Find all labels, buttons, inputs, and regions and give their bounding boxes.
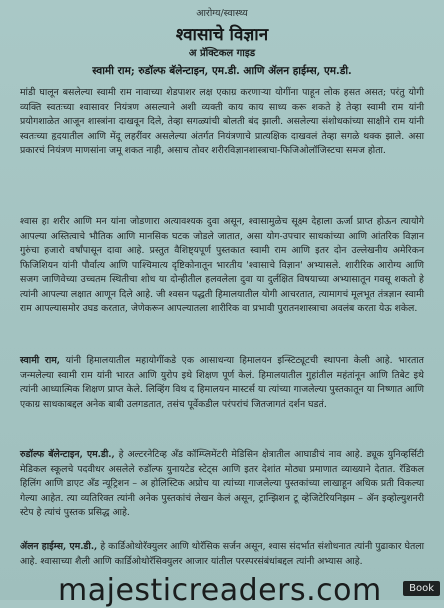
author-bio-text: हे अल्टरनेटिव्ह अँड कॉम्प्लिमेंटरी मेडिसिन क्षेत्रातील आघाडीचं नाव आहे. ड्यूक युनिव्हर्सिटी मेडिकल स्कूलचे पदवीधर असलेले रुडॉल्फ युनायटेड स्टेट्स आणि इतर देशांत मोठ्या प्रमाणात व्याख्याने देतात. रॅडिकल हिलिंग आणि डाएट अँड न्यूट्रिशन – अ होलिस्टिक अप्रोच या त्यांच्या गाजलेल्या पुस्तकांच्या लाखाहून अधिक प्रती विकल्या गेल्या आहेत. त्या व्यतिरिक्त त्यांनी अनेक पुस्तकांचं लेखन केलं असून, ट्रान्झिशन टू व्हेजिटेरियनिझम – ॲन इव्होल्युशनरी स्टेप हे त्यांचं पुस्तक प्रसिद्ध आहे.: [20, 449, 424, 518]
blurb-paragraph-intro: [20, 86, 424, 159]
author-bio-ballentine: [20, 448, 424, 521]
book-title: श्वासाचे विज्ञान: [175, 25, 269, 45]
site-watermark: majesticreaders.com: [58, 573, 382, 608]
blurb-paragraph-science: [20, 215, 424, 317]
book-authors: स्वामी राम; रुडॉल्फ बॅलेन्टाइन, एम.डी. आणि ॲलन हाईम्स, एम.डी.: [92, 65, 352, 77]
blurb-text: श्वास हा शरीर आणि मन यांना जोडणारा अत्यावश्यक दुवा असून, श्वासामुळेच सूक्ष्म देहाला ऊर्जा प्राप्त होऊन त्यायोगे आपल्या अस्तित्वाचे भौतिक आणि मानसिक घटक जोडले जातात, असा योग-उपचार साधकांच्या आणि आंतरिक विज्ञान गुरुंचा हजारो वर्षांपासून दावा आहे. प्रस्तुत वैशिष्ट्यपूर्ण पुस्तकात स्वामी राम आणि इतर दोन उल्लेखनीय अमेरिकन फिजिशियन यांनी पौर्वात्य आणि पाश्चिमात्य दृष्टिकोनातून भारतीय 'श्वासाचे विज्ञान' अभ्यासले. शारीरिक आरोग्य आणि सजग जाणिवेच्या उच्चतम स्थितीचा शोध या दोन्हीतील हलवलेला दुवा या दुर्लक्षित विषयाच्या अभ्यासातून गवसू शकतो हे त्यांनी आपल्या लक्षात आणून दिले आहे. जी श्वसन पद्धती हिमालयातील योगी आचरतात, त्यामागचं मूलभूत तंत्रज्ञान स्वामी राम आपल्यासमोर उघड करतात, जेणेकरून आपल्यातला शारीरिक वा प्रभावी पुरातनशास्त्राचा अवलंब करता येऊ शकेल.: [20, 216, 424, 314]
author-name: रुडॉल्फ बॅलेन्टाइन, एम.डी.,: [20, 449, 115, 460]
author-bio-swami-rama: [20, 354, 424, 412]
author-bio-hymes: [20, 540, 424, 569]
blurb-text: मांडी घालून बसलेल्या स्वामी राम नावाच्या शेडपाशर लक्ष एकाग्र करणाऱ्या योगींना पाहून लोक हसत असत; परंतु योगी व्यक्ति स्वतःच्या श्वासावर नियंत्रण असल्याने अशी व्यक्ती काय काय साध्य करू शकते हे तेव्हा स्वामी राम यांनी प्रयोगशाळेत आजून शास्त्रांना दाखवून दिले, तेव्हा सगळ्यांची बोलती बंद झाली. असलेल्या संशोधकांच्या साक्षीने राम यांनी स्वतःच्या हृदयातील आणि मेंदू लहरींवर असलेल्या अंतर्गत नियंत्रणाचे प्रात्यक्षिक दाखवलं तेव्हा सगळे थक्क झाले. असा प्रकारचं नियंत्रण माणसांना जमू शकत नाही, असाच तोवर शरीरविज्ञानशास्त्राचा-फिजिओलॉजिस्टचा समज होता.: [20, 87, 424, 156]
category-label: आरोग्य/स्वास्थ्य: [196, 8, 248, 19]
author-bio-text: यांनी हिमालयातील महायोगींकडे एक आसाधन्या हिमालयन इन्स्टिट्यूटची स्थापना केली आहे. भारतात जन्मलेल्या स्वामी राम यांनी भारत आणि युरोप इथे शिक्षण पूर्ण केलं. हिमालयातील गुहांतील महंतांनून आणि तिबेट इथे त्यांनी आध्यात्मिक शिक्षण प्राप्त केले. लिव्हिंग विथ द हिमालयन मास्टर्स या त्यांच्या गाजलेल्या पुस्तकातून या निष्णात आणि एकाग्र साधकाबद्दल अनेक बाबी उलगडतात, तसंच पूर्वेकडील परंपरांचं जितजागतं दर्शन घडतं.: [20, 355, 424, 410]
book-badge: Book: [403, 581, 440, 596]
author-name: ॲलन हाईम्स, एम.डी.,: [20, 541, 98, 552]
author-bio-text: हे कार्डिओथोरॅक्युलर आणि थोरॅसिक सर्जन असून, श्वास संदर्भात संशोधनात त्यांनी पुढाकार घेतला आहे. श्वासाच्या शैली आणि कार्डिओथोरॅसिक्युलर आजार यांतील परस्परसंबंधांबद्दल त्यांनी अभ्यास आहे.: [20, 541, 424, 567]
author-name: स्वामी राम,: [20, 355, 61, 366]
book-subtitle: अ प्रॅक्टिकल गाइड: [188, 48, 256, 59]
